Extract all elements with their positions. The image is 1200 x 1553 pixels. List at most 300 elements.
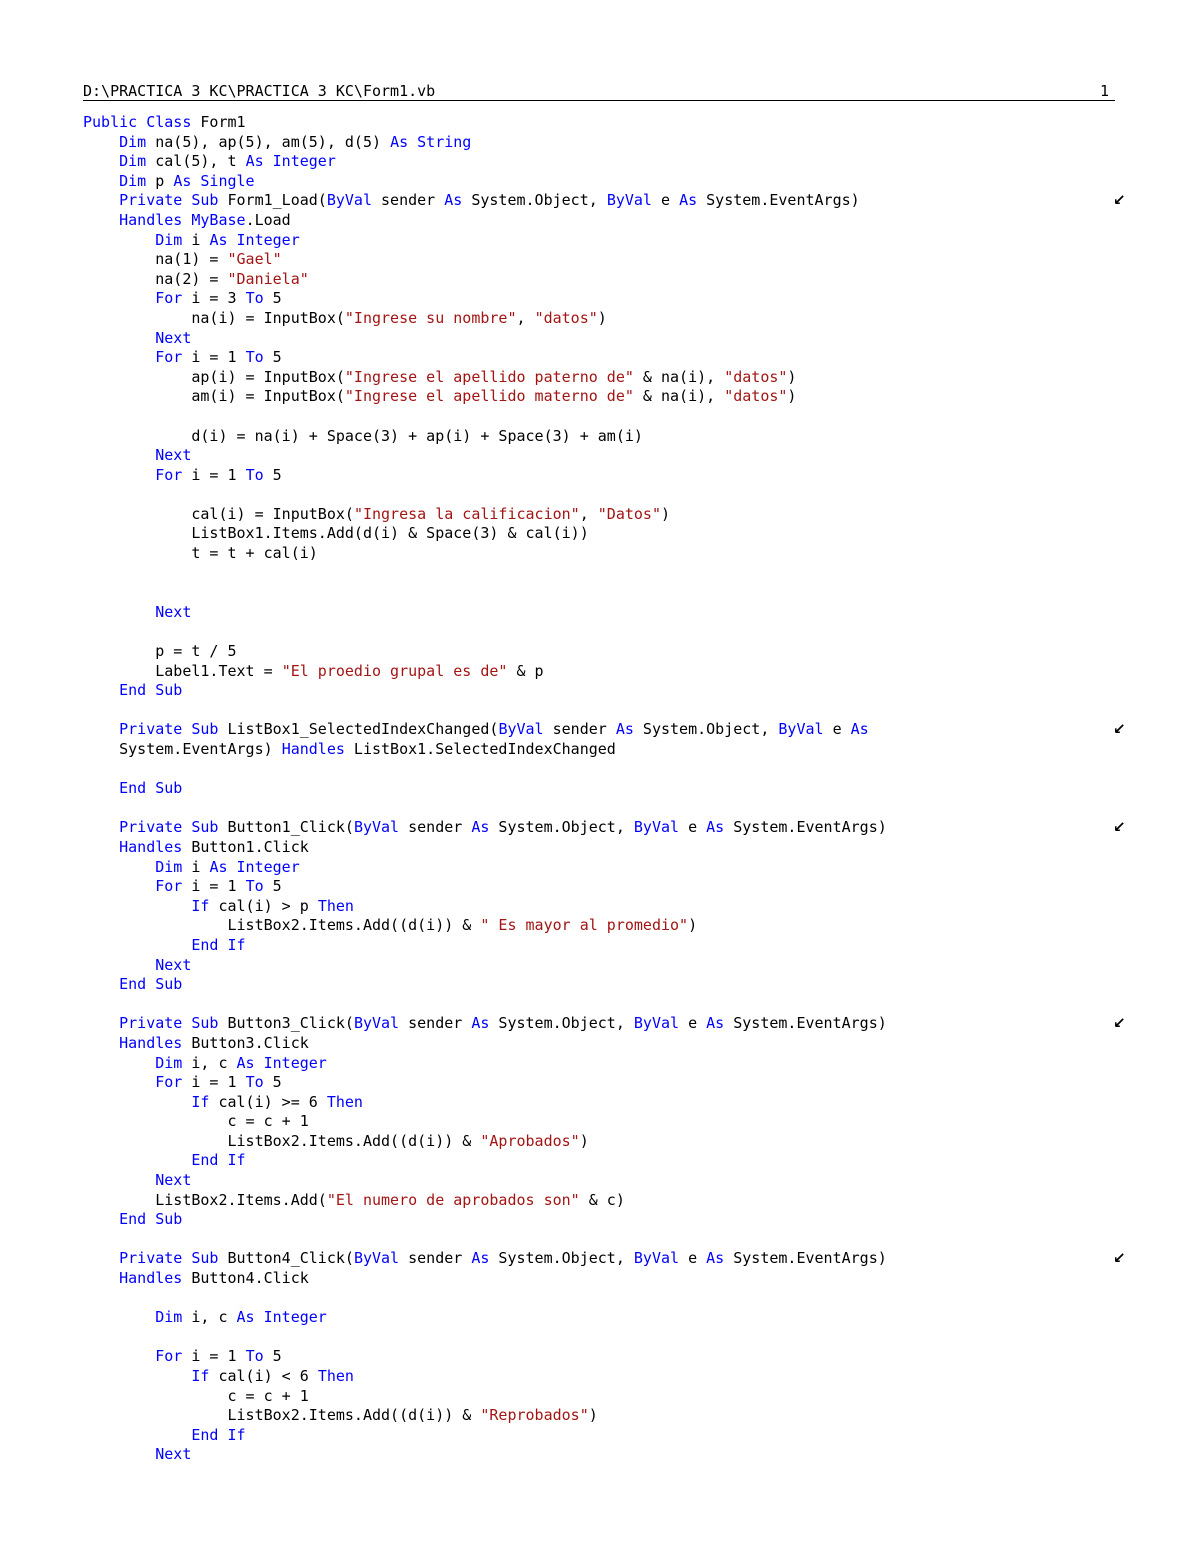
code-text: ) (661, 504, 671, 523)
code-keyword: If (191, 1092, 210, 1111)
code-indent (83, 133, 119, 151)
code-string: "Datos" (597, 504, 661, 523)
code-keyword: To (245, 1347, 264, 1366)
code-text: System.Object, (489, 1249, 634, 1268)
code-text: 5 (263, 1073, 282, 1092)
code-string: "Ingrese el apellido paterno de" (344, 367, 634, 386)
code-text: ListBox2.Items.Add((d(i)) & (227, 916, 481, 935)
code-keyword: Then (317, 896, 354, 915)
code-keyword: Handles (119, 1269, 183, 1288)
code-indent (83, 603, 155, 621)
code-indent (83, 936, 191, 954)
code-string: "datos" (534, 308, 598, 327)
code-keyword: As String (390, 132, 472, 151)
code-text: c = c + 1 (227, 1386, 309, 1405)
code-keyword: If (191, 896, 210, 915)
code-indent (83, 1347, 155, 1365)
code-text: ) (787, 387, 797, 406)
code-text: sender (399, 1014, 472, 1033)
code-indent (83, 1054, 155, 1072)
code-line (83, 897, 1133, 917)
code-line (83, 975, 1133, 995)
code-keyword: To (245, 348, 264, 367)
code-indent (83, 270, 155, 288)
code-indent (83, 329, 155, 347)
code-keyword: As (679, 191, 698, 210)
code-keyword: Handles (119, 1033, 183, 1052)
code-text: Button4_Click( (218, 1249, 354, 1268)
code-line (83, 916, 1133, 936)
code-string: "Ingrese su nombre" (344, 308, 517, 327)
code-keyword: Dim (119, 171, 147, 190)
code-keyword: For (155, 1073, 183, 1092)
code-line (83, 681, 1133, 701)
code-line (83, 446, 1133, 466)
code-text: e (679, 818, 707, 837)
code-text: i, c (182, 1053, 237, 1072)
code-text: ListBox2.Items.Add( (155, 1190, 327, 1209)
code-text: e (651, 191, 680, 210)
code-line (83, 858, 1133, 878)
code-keyword: Handles (281, 740, 345, 758)
code-string: "Aprobados" (480, 1131, 580, 1150)
code-keyword: Next (155, 446, 192, 465)
code-indent (83, 975, 119, 993)
code-line (83, 622, 1133, 642)
code-keyword: End If (191, 935, 246, 954)
code-text: System.EventArgs) (724, 818, 887, 837)
code-listing (83, 113, 1133, 1465)
code-keyword: As (471, 818, 490, 837)
code-indent (83, 877, 155, 895)
code-text: am(i) = InputBox( (191, 387, 345, 406)
code-string: "Ingrese el apellido materno de" (344, 387, 634, 406)
code-keyword: As Integer (209, 230, 300, 249)
code-keyword: As (706, 1014, 725, 1033)
code-line (83, 1387, 1133, 1407)
code-keyword: ByVal (606, 191, 652, 210)
code-string: "datos" (724, 367, 788, 386)
code-string: "Daniela" (227, 269, 309, 288)
code-text: p = t / 5 (155, 642, 237, 661)
code-line (83, 466, 1133, 486)
code-text: 5 (263, 465, 282, 484)
code-text: .Load (245, 210, 291, 229)
code-keyword: Dim (119, 152, 147, 171)
code-keyword: Dim (155, 230, 183, 249)
page-number: 1 (1099, 82, 1109, 100)
code-keyword: Public Class (83, 113, 192, 131)
code-string: "Gael" (227, 250, 282, 269)
code-line (83, 250, 1133, 270)
code-keyword: Handles MyBase (119, 210, 246, 229)
code-line (83, 211, 1133, 231)
code-line (83, 642, 1133, 662)
code-indent (83, 544, 191, 562)
code-line (83, 1308, 1133, 1328)
code-string: "datos" (724, 387, 788, 406)
code-text: i (182, 857, 210, 876)
code-line (83, 1132, 1133, 1152)
code-line (83, 113, 1133, 133)
code-line (83, 1230, 1133, 1250)
code-line (83, 1426, 1133, 1446)
code-keyword: To (245, 1073, 264, 1092)
code-keyword: For (155, 465, 183, 484)
code-keyword: Next (155, 602, 192, 621)
code-indent (83, 858, 155, 876)
code-line (83, 838, 1133, 858)
code-text: Button1_Click( (218, 818, 354, 837)
code-text: d(i) = na(i) + Space(3) + ap(i) + Space(3) + am(i) (191, 426, 643, 445)
code-text: ) (787, 367, 797, 386)
code-text: sender (399, 1249, 472, 1268)
code-line (83, 544, 1133, 564)
code-text: i = 1 (182, 1073, 246, 1092)
code-indent (83, 524, 191, 542)
code-text: na(i) = InputBox( (191, 308, 345, 327)
code-keyword: Then (326, 1092, 363, 1111)
code-text: i = 1 (182, 465, 246, 484)
code-keyword: As (706, 818, 725, 837)
code-line (83, 995, 1133, 1015)
code-line (83, 1034, 1133, 1054)
code-text: & c) (579, 1190, 625, 1209)
code-text: ListBox1_SelectedIndexChanged( (218, 720, 499, 739)
code-keyword: Dim (119, 132, 147, 151)
code-indent (83, 466, 155, 484)
code-text: cal(i) >= 6 (209, 1092, 327, 1111)
code-keyword: ByVal (778, 720, 824, 739)
code-line (83, 1445, 1133, 1465)
file-path: D:\PRACTICA 3 KC\PRACTICA 3 KC\Form1.vb (83, 82, 436, 100)
code-text: e (679, 1249, 707, 1268)
code-keyword: Then (317, 1367, 354, 1385)
code-text: i = 1 (182, 348, 246, 367)
code-keyword: For (155, 1347, 183, 1366)
code-text: c = c + 1 (227, 1112, 309, 1131)
code-indent (83, 446, 155, 464)
code-line (83, 720, 1133, 740)
code-text: cal(i) > p (209, 896, 318, 915)
code-indent (83, 368, 191, 386)
code-indent (83, 1210, 119, 1228)
code-text: p (146, 171, 174, 190)
code-keyword: As Integer (245, 152, 336, 171)
code-line (83, 877, 1133, 897)
code-line (83, 662, 1133, 682)
line-wrap-icon: ↙ (1113, 720, 1126, 739)
code-line (83, 368, 1133, 388)
code-keyword: To (245, 465, 264, 484)
code-line (83, 289, 1133, 309)
code-text: System.EventArgs) (119, 740, 282, 758)
code-keyword: ByVal (353, 1014, 400, 1033)
code-text: System.EventArgs) (697, 191, 860, 210)
code-line (83, 1112, 1133, 1132)
code-indent (83, 642, 155, 660)
code-keyword: As Single (173, 171, 255, 190)
code-keyword: Private Sub (119, 191, 219, 210)
code-text: e (823, 720, 851, 739)
code-keyword: As (706, 1249, 725, 1268)
code-text: cal(5), t (146, 152, 246, 171)
code-indent (83, 172, 119, 190)
code-indent (83, 1445, 155, 1463)
code-indent (83, 1151, 191, 1169)
code-text: ListBox1.SelectedIndexChanged (344, 740, 616, 758)
code-text: sender (372, 191, 445, 210)
code-line (83, 348, 1133, 368)
code-keyword: ByVal (633, 1249, 680, 1268)
code-keyword: Next (155, 328, 192, 347)
code-keyword: As (471, 1249, 490, 1268)
code-text: 5 (263, 289, 282, 308)
code-indent (83, 916, 228, 934)
code-keyword: ByVal (353, 1249, 400, 1268)
code-keyword: Dim (155, 857, 183, 876)
code-text: ) (588, 1406, 598, 1425)
code-line (83, 1289, 1133, 1309)
line-wrap-icon: ↙ (1113, 1014, 1126, 1033)
code-line (83, 231, 1133, 251)
code-string: "El numero de aprobados son" (326, 1190, 580, 1209)
code-line (83, 936, 1133, 956)
code-keyword: Handles (119, 837, 183, 856)
code-keyword: As Integer (209, 857, 300, 876)
code-text: i = 1 (182, 877, 246, 896)
code-keyword: End If (191, 1425, 246, 1444)
code-line (83, 1269, 1133, 1289)
code-indent (83, 427, 191, 445)
code-indent (83, 720, 119, 738)
code-line (83, 524, 1133, 544)
code-text: , (516, 308, 535, 327)
code-text: System.Object, (489, 818, 634, 837)
code-indent (83, 818, 119, 836)
code-string: " Es mayor al promedio" (480, 916, 689, 935)
code-line (83, 603, 1133, 623)
code-keyword: Next (155, 1445, 192, 1464)
code-text: Button3_Click( (218, 1014, 354, 1033)
code-indent (83, 1308, 155, 1326)
code-text: cal(i) = InputBox( (191, 504, 354, 523)
code-indent (83, 211, 119, 229)
code-text: & na(i), (633, 387, 725, 406)
code-indent (83, 1093, 191, 1111)
code-text: e (679, 1014, 707, 1033)
code-text: ) (579, 1131, 589, 1150)
code-line (83, 133, 1133, 153)
code-indent (83, 250, 155, 268)
code-indent (83, 1073, 155, 1091)
code-keyword: To (245, 289, 264, 308)
code-indent (83, 1132, 228, 1150)
code-indent (83, 1426, 191, 1444)
code-line (83, 427, 1133, 447)
code-line (83, 505, 1133, 525)
code-line (83, 779, 1133, 799)
code-keyword: ByVal (353, 818, 400, 837)
code-line (83, 1054, 1133, 1074)
page-header (83, 82, 1115, 101)
code-indent (83, 1112, 228, 1130)
code-text: i = 1 (182, 1347, 246, 1366)
code-text: System.Object, (489, 1014, 634, 1033)
code-text: 5 (263, 877, 282, 896)
code-line (83, 407, 1133, 427)
code-text: na(5), ap(5), am(5), d(5) (146, 132, 391, 151)
code-indent (83, 897, 191, 915)
line-wrap-icon: ↙ (1113, 1249, 1126, 1268)
code-line (83, 1191, 1133, 1211)
code-indent (83, 662, 155, 680)
code-string: "Ingresa la calificacion" (353, 504, 580, 523)
code-line (83, 701, 1133, 721)
code-keyword: Private Sub (119, 720, 219, 739)
code-text: 5 (263, 348, 282, 367)
code-text: Button1.Click (182, 837, 309, 856)
code-keyword: Dim (155, 1308, 183, 1327)
code-line (83, 152, 1133, 172)
code-text: Button3.Click (182, 1033, 309, 1052)
code-indent (83, 309, 191, 327)
code-keyword: End Sub (119, 779, 183, 798)
code-keyword: To (245, 877, 264, 896)
code-keyword: For (155, 877, 183, 896)
code-keyword: Next (155, 1171, 192, 1190)
code-text: Form1 (191, 113, 246, 131)
code-indent (83, 740, 119, 758)
code-keyword: ByVal (498, 720, 544, 739)
code-indent (83, 1191, 155, 1209)
code-text: sender (543, 720, 616, 739)
code-text: t = t + cal(i) (191, 544, 318, 563)
code-line (83, 818, 1133, 838)
code-text: System.Object, (633, 720, 779, 739)
code-string: "El proedio grupal es de" (281, 661, 508, 680)
code-text: sender (399, 818, 472, 837)
code-indent (83, 1406, 228, 1424)
code-line (83, 329, 1133, 349)
code-keyword: ByVal (633, 1014, 680, 1033)
code-indent (83, 1034, 119, 1052)
code-text: i = 3 (182, 289, 246, 308)
code-indent (83, 838, 119, 856)
code-line (83, 1093, 1133, 1113)
code-keyword: For (155, 289, 183, 308)
code-keyword: ByVal (633, 818, 680, 837)
code-string: "Reprobados" (480, 1406, 589, 1425)
code-text: Form1_Load( (218, 191, 327, 210)
code-text: cal(i) < 6 (209, 1367, 318, 1385)
code-indent (83, 1249, 119, 1267)
code-keyword: ByVal (326, 191, 372, 210)
code-line (83, 1210, 1133, 1230)
code-line (83, 583, 1133, 603)
code-line (83, 956, 1133, 976)
code-text: ListBox2.Items.Add((d(i)) & (227, 1131, 481, 1150)
line-wrap-icon: ↙ (1113, 191, 1126, 210)
code-text: Button4.Click (182, 1269, 309, 1288)
code-indent (83, 231, 155, 249)
code-line (83, 1328, 1133, 1348)
code-line (83, 1367, 1133, 1387)
code-keyword: Private Sub (119, 1014, 219, 1033)
code-line (83, 1073, 1133, 1093)
code-keyword: For (155, 348, 183, 367)
code-keyword: End Sub (119, 681, 183, 700)
code-line (83, 564, 1133, 584)
code-keyword: If (191, 1367, 210, 1385)
code-line (83, 799, 1133, 819)
code-keyword: As (615, 720, 634, 739)
code-text: 5 (263, 1347, 282, 1366)
code-keyword: As (471, 1014, 490, 1033)
code-indent (83, 1014, 119, 1032)
code-indent (83, 1367, 191, 1385)
code-line (83, 1014, 1133, 1034)
code-line (83, 387, 1133, 407)
code-line (83, 191, 1133, 211)
code-text: na(1) = (155, 250, 228, 269)
code-indent (83, 348, 155, 366)
code-text: Label1.Text = (155, 661, 282, 680)
code-indent (83, 779, 119, 797)
code-text: i, c (182, 1308, 237, 1327)
code-indent (83, 505, 191, 523)
code-indent (83, 681, 119, 699)
code-indent (83, 956, 155, 974)
code-line (83, 1406, 1133, 1426)
code-indent (83, 289, 155, 307)
code-text: ap(i) = InputBox( (191, 367, 345, 386)
code-indent (83, 387, 191, 405)
code-line (83, 760, 1133, 780)
code-text: System.Object, (462, 191, 607, 210)
code-indent (83, 191, 119, 209)
code-line (83, 1249, 1133, 1269)
code-text: ListBox1.Items.Add(d(i) & Space(3) & cal(i)) (191, 524, 589, 543)
code-line (83, 270, 1133, 290)
code-indent (83, 1387, 228, 1405)
code-indent (83, 152, 119, 170)
code-text: ListBox2.Items.Add((d(i)) & (227, 1406, 481, 1425)
code-text: ) (597, 308, 607, 327)
code-line (83, 1347, 1133, 1367)
code-text: System.EventArgs) (724, 1014, 887, 1033)
code-line (83, 740, 1133, 760)
code-text: & p (507, 661, 544, 680)
code-keyword: Dim (155, 1053, 183, 1072)
code-text: i (182, 230, 210, 249)
code-text: ) (688, 916, 698, 935)
code-keyword: End Sub (119, 975, 183, 994)
code-indent (83, 1171, 155, 1189)
line-wrap-icon: ↙ (1113, 818, 1126, 837)
code-text: , (579, 504, 598, 523)
code-text: na(2) = (155, 269, 228, 288)
code-text: & na(i), (633, 367, 725, 386)
code-keyword: As (850, 720, 869, 739)
code-line (83, 309, 1133, 329)
code-keyword: Private Sub (119, 818, 219, 837)
code-keyword: As Integer (236, 1053, 327, 1072)
code-line (83, 172, 1133, 192)
code-keyword: End Sub (119, 1210, 183, 1229)
code-line (83, 1171, 1133, 1191)
code-keyword: As (444, 191, 463, 210)
